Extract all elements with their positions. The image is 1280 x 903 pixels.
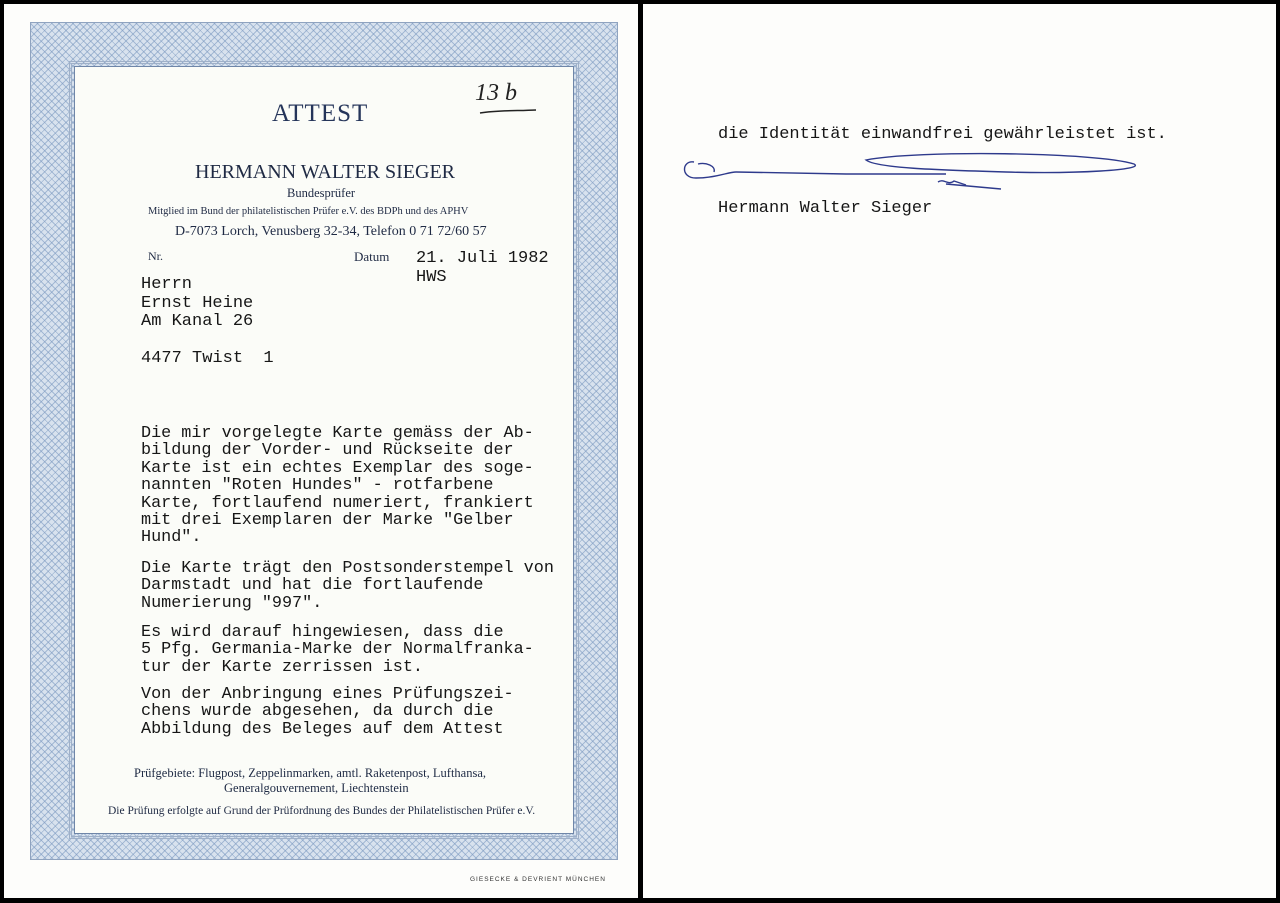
certificate-footer: Die Prüfung erfolgte auf Grund der Prüfordnung des Bundes der Philatelistischen Prüfer e.V. — [108, 805, 536, 817]
attest-paragraph-2: Die Karte trägt den Postsonderstempel von Darmstadt und hat die fortlaufende Numerierung "997". — [141, 559, 554, 613]
attest-paragraph-3: Es wird darauf hingewiesen, dass die 5 Pfg. Germania-Marke der Normalfranka- tur der Karte zerrissen ist. — [141, 623, 534, 677]
continuation-line: die Identität einwandfrei gewährleistet ist. — [718, 125, 1167, 144]
handwritten-note: 13 b — [475, 80, 517, 106]
nr-label: Nr. — [148, 249, 163, 263]
attest-paragraph-4: Von der Anbringung eines Prüfungszei- chens wurde abgesehen, da durch die Abbildung des Beleges auf dem Attest — [141, 685, 514, 739]
attest-title: ATTEST — [272, 100, 369, 127]
examiner-name: HERMANN WALTER SIEGER — [195, 161, 456, 183]
membership-line: Mitglied im Bund der philatelistischen Prüfer e.V. des BDPh und des APHV — [148, 206, 469, 217]
certificate-date: 21. Juli 1982 — [416, 249, 549, 268]
handwritten-underline — [478, 108, 540, 116]
attest-paragraph-1: Die mir vorgelegte Karte gemäss der Ab- bildung der Vorder- und Rückseite der Karte ist ein echtes Exemplar des soge- nannten "Roten Hundes" - rotfarbene Karte, fortlaufend numeriert, frankiert mit drei Exemplaren der Marke "Gelber Hund". — [141, 424, 534, 548]
recipient-block — [141, 276, 253, 332]
examiner-initials: HWS — [416, 268, 447, 287]
recipient-name: Ernst Heine — [141, 293, 254, 313]
datum-label: Datum — [354, 249, 390, 264]
examiner-address: D-7073 Lorch, Venusberg 32-34, Telefon 0 71 72/60 57 — [175, 224, 487, 239]
examiner-title: Bundesprüfer — [287, 186, 356, 200]
recipient-salutation: Herrn — [141, 275, 193, 294]
signed-name: Hermann Walter Sieger — [718, 199, 933, 218]
signature-image — [676, 148, 1146, 196]
recipient-city: 4477 Twist 1 — [141, 349, 274, 368]
pruefgebiete-line-1: Prüfgebiete: Flugpost, Zeppelinmarken, amtl. Raketenpost, Lufthansa, — [134, 766, 487, 780]
pruefgebiete-line-2: Generalgouvernement, Liechtenstein — [224, 781, 409, 795]
printer-imprint: GIESECKE & DEVRIENT MÜNCHEN — [470, 876, 606, 883]
recipient-street: Am Kanal 26 — [141, 312, 254, 331]
